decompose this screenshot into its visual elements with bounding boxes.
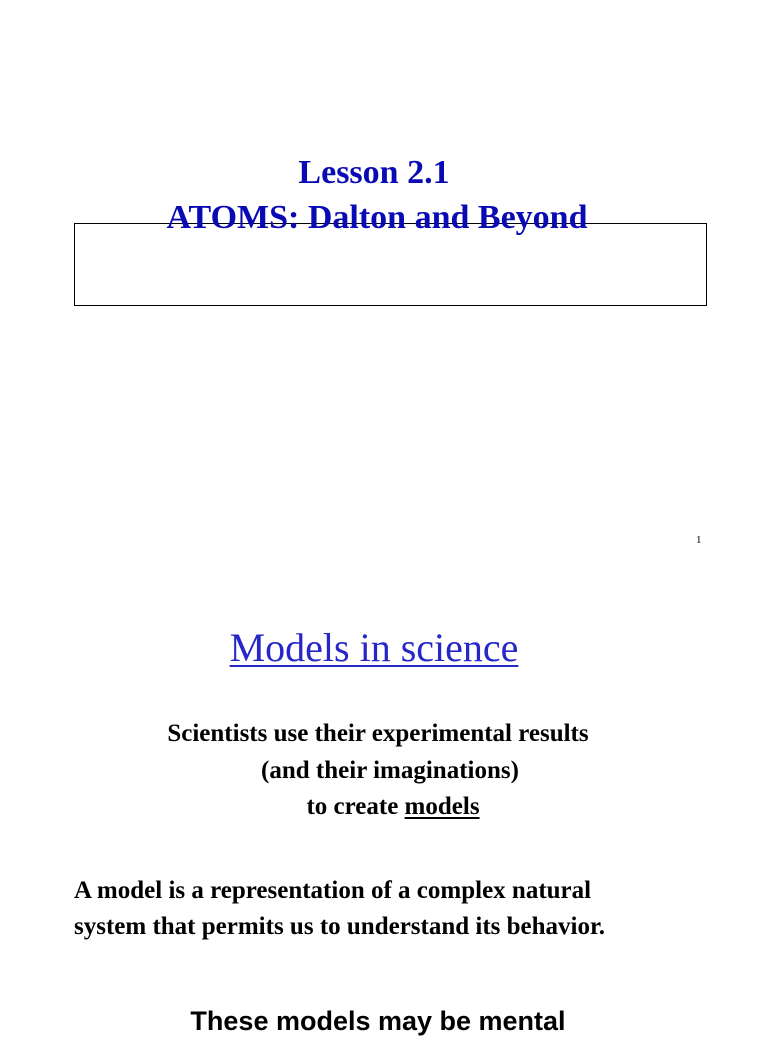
intro-line-3 bbox=[9, 792, 768, 822]
section-heading bbox=[0, 624, 768, 671]
intro-line-3-prefix: to create bbox=[306, 793, 405, 820]
partial-line bbox=[0, 1005, 768, 1037]
page-number: 1 bbox=[696, 534, 702, 546]
intro-line-2: (and their imaginations) bbox=[261, 757, 519, 784]
partial-line-text: These models may be mental bbox=[190, 1006, 566, 1036]
definition-line-2: system that permits us to understand its behavior. bbox=[74, 913, 606, 940]
section-heading-text: Models in science bbox=[229, 625, 519, 670]
definition-line-1: A model is a representation of a complex natural bbox=[74, 877, 592, 904]
intro-line-1: Scientists use their experimental results bbox=[167, 720, 589, 747]
lesson-title-line-2: ATOMS: Dalton and Beyond bbox=[166, 199, 588, 236]
models-emphasis: models bbox=[404, 793, 480, 820]
lesson-title-line-1: Lesson 2.1 bbox=[298, 154, 450, 191]
